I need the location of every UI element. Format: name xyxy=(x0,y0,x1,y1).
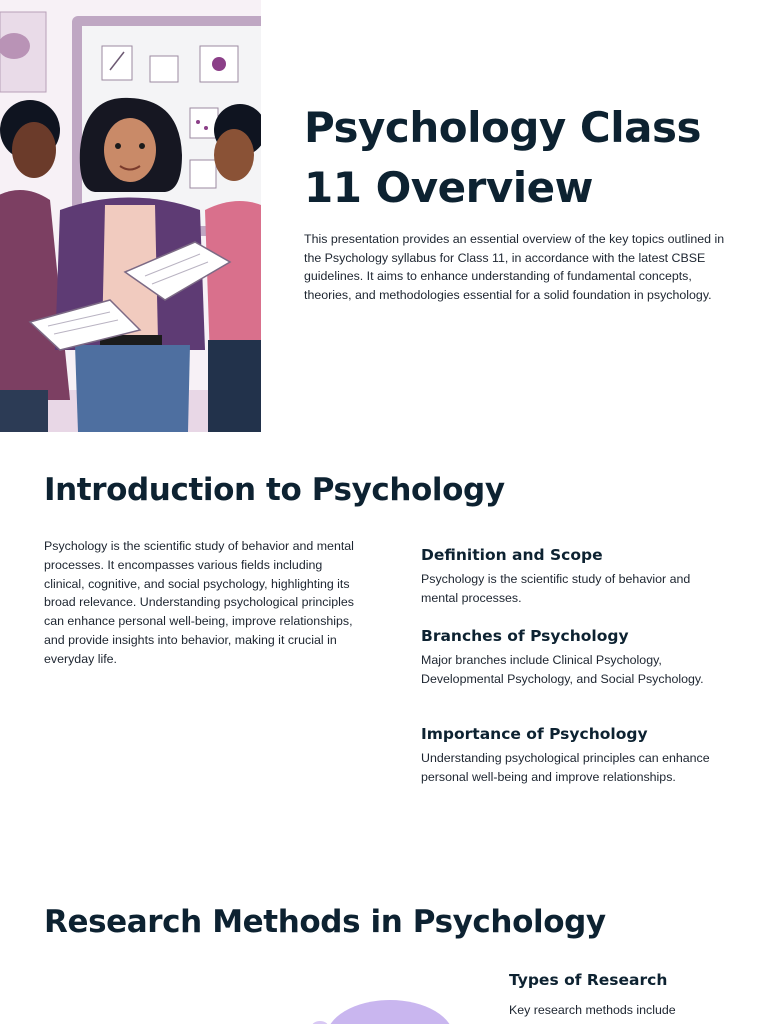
types-of-research-card xyxy=(509,969,749,1020)
research-illustration xyxy=(300,998,470,1024)
types-heading: Types of Research xyxy=(509,971,668,989)
hero-illustration xyxy=(0,0,261,432)
introduction-title: Introduction to Psychology xyxy=(44,472,505,508)
introduction-body: Psychology is the scientific study of behavior and mental processes. It encompasses various fields including clinical, cognitive, and social psychology, highlighting its broad relevance. Understanding psychological principles can enhance personal well-being, improve relationships, and provide insights into behavior, making it crucial in everyday life. xyxy=(44,539,354,666)
card-text: Psychology is the scientific study of behavior and mental processes. xyxy=(421,572,691,605)
definition-scope-card xyxy=(421,544,721,607)
types-text: Key research methods include xyxy=(509,1003,676,1017)
research-methods-title: Research Methods in Psychology xyxy=(44,904,606,940)
page-title: Psychology Class 11 Overview xyxy=(304,103,701,212)
branches-card xyxy=(421,625,721,688)
importance-card xyxy=(421,723,721,786)
card-heading: Definition and Scope xyxy=(421,546,603,564)
hero-description: This presentation provides an essential overview of the key topics outlined in the Psychology syllabus for Class 11, in accordance with the latest CBSE guidelines. It aims to enhance understanding of fundamental concepts, theories, and methodologies essential for a solid foundation in psychology. xyxy=(304,232,725,302)
card-heading: Importance of Psychology xyxy=(421,725,648,743)
students-reading-illustration xyxy=(0,0,261,432)
card-text: Major branches include Clinical Psychology, Developmental Psychology, and Social Psychology. xyxy=(421,653,704,686)
card-heading: Branches of Psychology xyxy=(421,627,629,645)
card-text: Understanding psychological principles can enhance personal well-being and improve relationships. xyxy=(421,751,710,784)
